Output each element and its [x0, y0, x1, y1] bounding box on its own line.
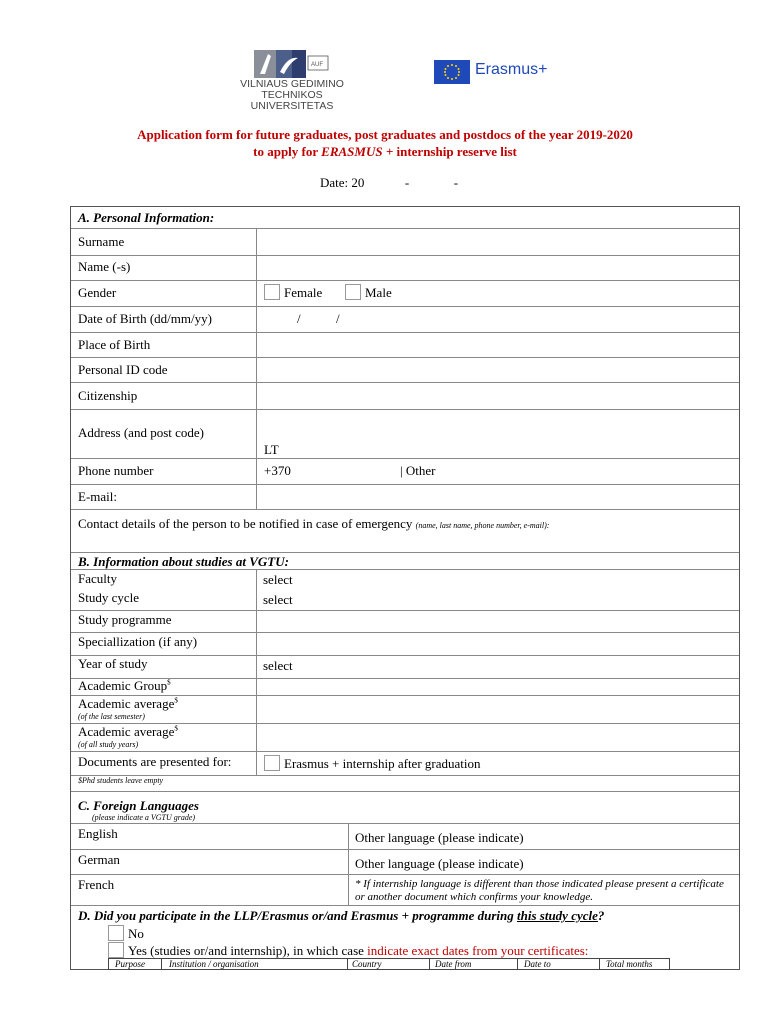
study-cycle-select[interactable]: select	[263, 592, 293, 607]
documents-value: Erasmus + internship after graduation	[284, 756, 481, 771]
academic-avg1-label	[78, 696, 178, 712]
faculty-select[interactable]: select	[263, 572, 293, 587]
citizenship-label: Citizenship	[78, 388, 138, 403]
year-select[interactable]: select	[263, 658, 293, 673]
col-date-to: Date to	[524, 959, 551, 969]
col-institution: Institution / organisation	[169, 959, 259, 969]
form-title	[0, 126, 770, 160]
section-d-title	[78, 908, 604, 924]
col-total-months: Total months	[606, 959, 653, 969]
academic-avg1-hint: (of the last semester)	[78, 712, 145, 721]
email-label: E-mail:	[78, 489, 117, 504]
dob-label: Date of Birth (dd/mm/yy)	[78, 311, 212, 326]
erasmus-wordmark: Erasmus+	[475, 61, 548, 78]
emergency-hint: (name, last name, phone number, e-mail):	[415, 521, 550, 530]
no-checkbox[interactable]	[108, 925, 124, 941]
yes-checkbox[interactable]	[108, 942, 124, 958]
section-b-title: B. Information about studies at VGTU:	[78, 554, 289, 569]
phone-value[interactable]: +370	[264, 463, 291, 478]
phd-footnote: $Phd students leave empty	[78, 776, 164, 785]
phone-other[interactable]: | Other	[400, 463, 436, 478]
dob-sep2: /	[336, 311, 340, 326]
english-label: English	[78, 826, 118, 841]
vgtu-crest-icon	[254, 50, 330, 78]
no-label: No	[128, 926, 144, 941]
personal-id-label: Personal ID code	[78, 362, 168, 377]
emergency-text: Contact details of the person to be notified in case of emergency	[78, 516, 413, 531]
male-label: Male	[365, 285, 392, 300]
date-line	[320, 175, 458, 191]
title-line2-prefix: to apply for	[253, 144, 322, 159]
personal-id-input[interactable]	[258, 358, 738, 381]
french-label: French	[78, 877, 115, 892]
academic-avg1-sup: $	[174, 696, 178, 705]
date-label: Date: 20	[320, 175, 365, 190]
section-c-hint: (please indicate a VGTU grade)	[92, 813, 196, 822]
svg-text:AUF: AUF	[311, 62, 323, 68]
citizenship-input[interactable]	[258, 383, 738, 408]
phone-label: Phone number	[78, 463, 154, 478]
section-d-title-suffix: ?	[597, 908, 605, 923]
academic-avg1-text: Academic average	[78, 696, 175, 711]
academic-avg2-label	[78, 724, 178, 740]
academic-group-label	[78, 678, 171, 694]
academic-avg2-hint: (of all study years)	[78, 740, 139, 749]
male-checkbox[interactable]	[345, 284, 361, 300]
specialization-label: Speciallization (if any)	[78, 634, 198, 649]
title-line2	[0, 143, 770, 160]
place-of-birth-label: Place of Birth	[78, 337, 151, 352]
section-c-title: C. Foreign Languages	[78, 798, 199, 813]
yes-label	[128, 943, 588, 959]
title-line1: Application form for future graduates, post graduates and postdocs of the year 2019-2020	[137, 127, 633, 142]
documents-label: Documents are presented for:	[78, 754, 232, 769]
section-a-title: A. Personal Information:	[78, 210, 215, 225]
email-input[interactable]	[258, 485, 738, 508]
year-of-study-label: Year of study	[78, 656, 148, 671]
faculty-label: Faculty	[78, 571, 117, 586]
name-input[interactable]	[258, 256, 738, 279]
gender-label: Gender	[78, 285, 117, 300]
vgtu-logo	[222, 50, 362, 112]
erasmus-logo	[434, 60, 554, 84]
dob-sep1: /	[297, 311, 301, 326]
surname-label: Surname	[78, 234, 125, 249]
col-date-from: Date from	[435, 959, 472, 969]
section-d-title-underline: this study cycle	[517, 908, 598, 923]
study-programme-label: Study programme	[78, 612, 172, 627]
academic-group-sup: $	[167, 678, 171, 687]
col-purpose: Purpose	[115, 959, 145, 969]
academic-avg2-sup: $	[174, 724, 178, 733]
name-label: Name (-s)	[78, 259, 131, 274]
academic-avg2-text: Academic average	[78, 724, 175, 739]
vgtu-name-line1: VILNIAUS GEDIMINO	[240, 78, 344, 90]
title-line2-suffix: internship reserve list	[393, 144, 517, 159]
yes-red-text: indicate exact dates from your certificates:	[367, 943, 589, 958]
female-label: Female	[284, 285, 323, 300]
vgtu-name-line2: TECHNIKOS UNIVERSITETAS	[250, 89, 334, 112]
date-sep2: -	[453, 175, 459, 190]
academic-group-text: Academic Group	[78, 678, 168, 693]
surname-input[interactable]	[258, 229, 738, 254]
documents-checkbox[interactable]	[264, 755, 280, 771]
other-language-1[interactable]: Other language (please indicate)	[355, 830, 524, 845]
date-sep1: -	[404, 175, 410, 190]
female-checkbox[interactable]	[264, 284, 280, 300]
place-of-birth-input[interactable]	[258, 333, 738, 356]
address-label: Address (and post code)	[78, 425, 204, 440]
yes-text: Yes (studies or/and internship), in which case	[128, 943, 368, 958]
other-language-2[interactable]: Other language (please indicate)	[355, 856, 524, 871]
section-d-title-prefix: D. Did you participate in the LLP/Erasmus or/and Erasmus + programme during	[78, 908, 518, 923]
title-line2-emph: ERASMUS +	[321, 144, 394, 159]
eu-flag-icon	[434, 60, 470, 84]
col-country: Country	[352, 959, 382, 969]
address-value[interactable]: LT	[264, 442, 279, 457]
study-cycle-label: Study cycle	[78, 590, 140, 605]
language-note: * If internship language is different than those indicated please present a certificate or another document which confirms your knowledge.	[355, 878, 724, 903]
emergency-label	[78, 516, 549, 532]
german-label: German	[78, 852, 120, 867]
